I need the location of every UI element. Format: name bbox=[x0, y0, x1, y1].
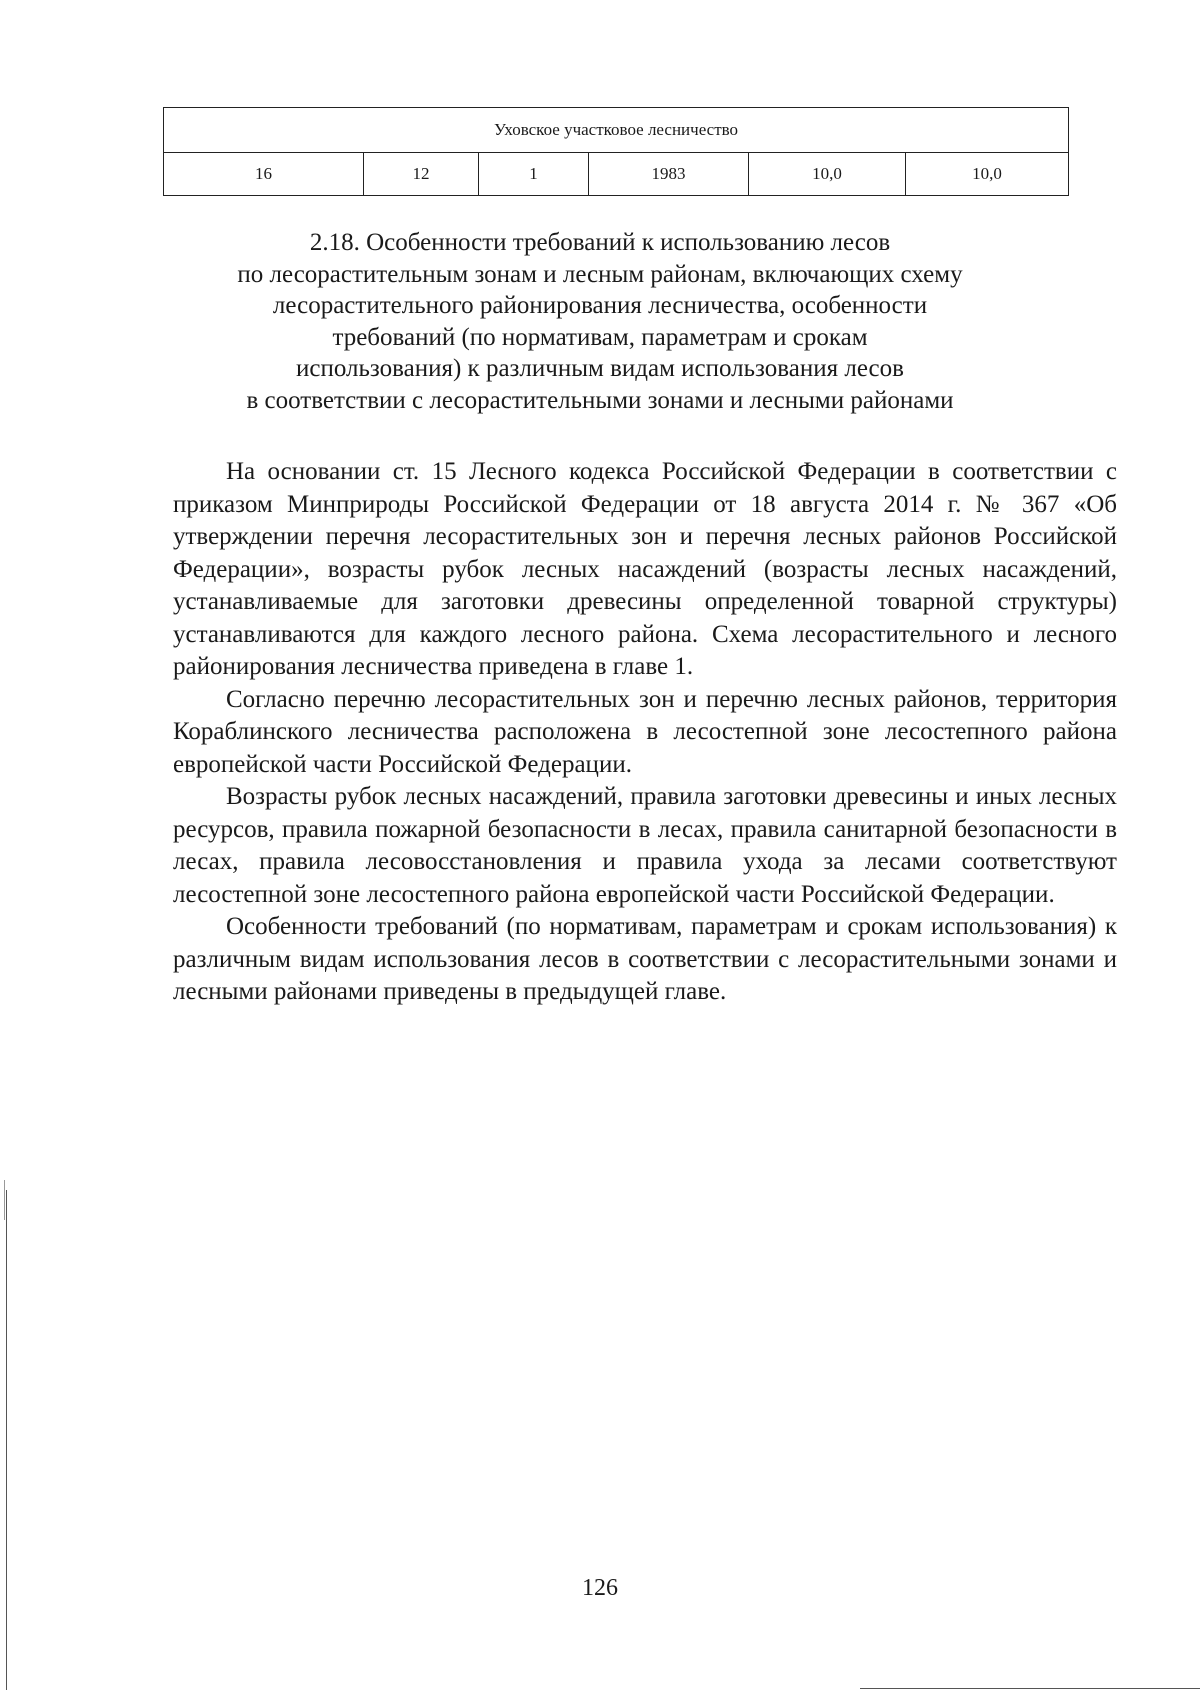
scan-edge-artifact bbox=[6, 1190, 7, 1690]
paragraph: Особенности требований (по нормативам, параметрам и срокам использования) к различным видам использования лесов в соответствии с лесорастительными зонами и лесными районами приведены в предыдущей главе. bbox=[173, 913, 1117, 1005]
table-cell: 10,0 bbox=[906, 153, 1069, 196]
heading-line: лесорастительного районирования лесничества, особенности bbox=[272, 292, 928, 319]
table-group-row bbox=[164, 108, 1069, 153]
heading-line: в соответствии с лесорастительными зонами и лесными районами bbox=[246, 386, 954, 414]
table-group-title: Уховское участковое лесничество bbox=[164, 108, 1069, 153]
scan-edge-artifact bbox=[4, 1180, 5, 1220]
paragraph: Согласно перечню лесорастительных зон и перечню лесных районов, территория Кораблинского лесничества расположена в лесостепной зоне лесостепного района европейской части Российской Федерации. bbox=[173, 685, 1117, 778]
heading-line: 2.18. Особенности требований к использованию лесов bbox=[309, 229, 891, 256]
heading-line: требований (по нормативам, параметрам и срокам bbox=[332, 323, 868, 351]
table-cell: 16 bbox=[164, 153, 364, 196]
heading-line: использования) к различным видам использования лесов bbox=[296, 355, 904, 382]
section-heading bbox=[150, 227, 1050, 416]
table-cell: 12 bbox=[364, 153, 479, 196]
table-cell: 1 bbox=[479, 153, 589, 196]
scan-edge-artifact bbox=[860, 1688, 1200, 1689]
heading-line: по лесорастительным зонам и лесным районам, включающих схему bbox=[237, 260, 963, 288]
paragraph: На основании ст. 15 Лесного кодекса Российской Федерации в соответствии с приказом Минприроды Российской Федерации от 18 августа 2014 г. № 367 «Об утверждении перечня лесорастительных зон и перечня лесных районов Российской Федерации», возрасты рубок лесных насаждений (возрасты лесных насаждений, устанавливаемые для заготовки древесины определенной товарной структуры) устанавливаются для каждого лесного района. Схема лесорастительного и лесного районирования лесничества приведена в главе 1. bbox=[173, 458, 1117, 680]
table-row bbox=[164, 153, 1069, 196]
table-cell: 1983 bbox=[589, 153, 749, 196]
page-number: 126 bbox=[582, 1575, 618, 1601]
table-cell: 10,0 bbox=[749, 153, 906, 196]
forestry-table bbox=[163, 107, 1069, 196]
paragraph: Возрасты рубок лесных насаждений, правила заготовки древесины и иных лесных ресурсов, правила пожарной безопасности в лесах, правила санитарной безопасности в лесах, правила лесовосстановления и правила ухода за лесами соответствуют лесостепной зоне лесостепного района европейской части Российской Федерации. bbox=[173, 783, 1117, 908]
body-text bbox=[173, 456, 1117, 1009]
